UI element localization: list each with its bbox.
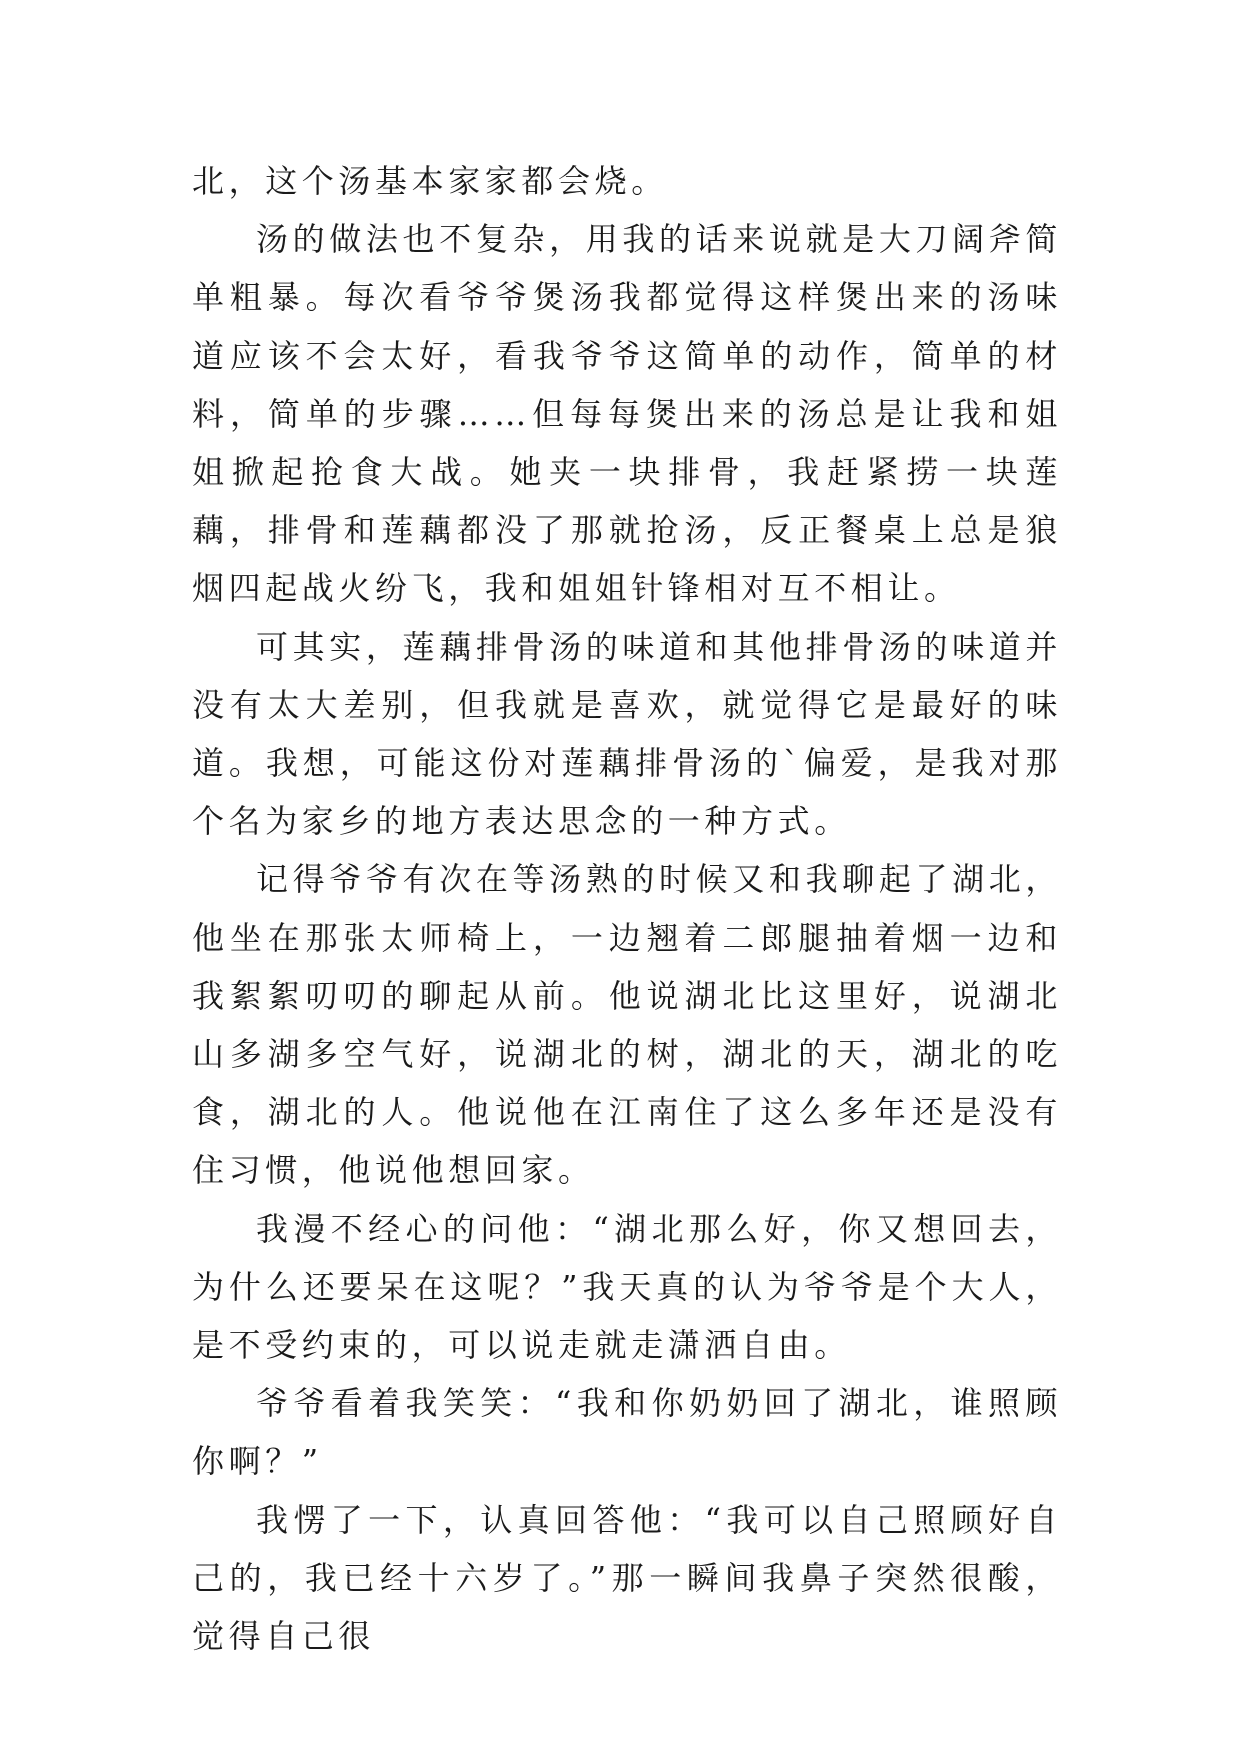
paragraph-taste: 可其实，莲藕排骨汤的味道和其他排骨汤的味道并没有太大差别，但我就是喜欢，就觉得它是最好的味道。我想，可能这份对莲藕排骨汤的`偏爱，是我对那个名为家乡的地方表达思念的一种方式。 bbox=[192, 627, 1062, 841]
paragraph-answer: 我愣了一下，认真回答他：“我可以自己照顾好自己的，我已经十六岁了。”那一瞬间我鼻子突然很酸，觉得自己很 bbox=[192, 1500, 1062, 1656]
document-page bbox=[192, 152, 1062, 1665]
paragraph-soup-method: 汤的做法也不复杂，用我的话来说就是大刀阔斧简单粗暴。每次看爷爷煲汤我都觉得这样煲出来的汤味道应该不会太好，看我爷爷这简单的动作，简单的材料，简单的步骤……但每每煲出来的汤总是让我和姐姐掀起抢食大战。她夹一块排骨，我赶紧捞一块莲藕，排骨和莲藕都没了那就抢汤，反正餐桌上总是狼烟四起战火纷飞，我和姐姐针锋相对互不相让。 bbox=[192, 220, 1062, 608]
paragraph-question: 我漫不经心的问他：“湖北那么好，你又想回去，为什么还要呆在这呢？”我天真的认为爷爷是个大人，是不受约束的，可以说走就走潇洒自由。 bbox=[192, 1209, 1062, 1365]
paragraph-grandpa-hubei: 记得爷爷有次在等汤熟的时候又和我聊起了湖北，他坐在那张太师椅上，一边翘着二郎腿抽着烟一边和我絮絮叨叨的聊起从前。他说湖北比这里好，说湖北山多湖多空气好，说湖北的树，湖北的天，湖北的吃食，湖北的人。他说他在江南住了这么多年还是没有住习惯，他说他想回家。 bbox=[192, 860, 1062, 1190]
paragraph-grandpa-reply: 爷爷看着我笑笑：“我和你奶奶回了湖北，谁照顾你啊？” bbox=[192, 1384, 1062, 1481]
paragraph-continuation: 北，这个汤基本家家都会烧。 bbox=[192, 162, 668, 200]
